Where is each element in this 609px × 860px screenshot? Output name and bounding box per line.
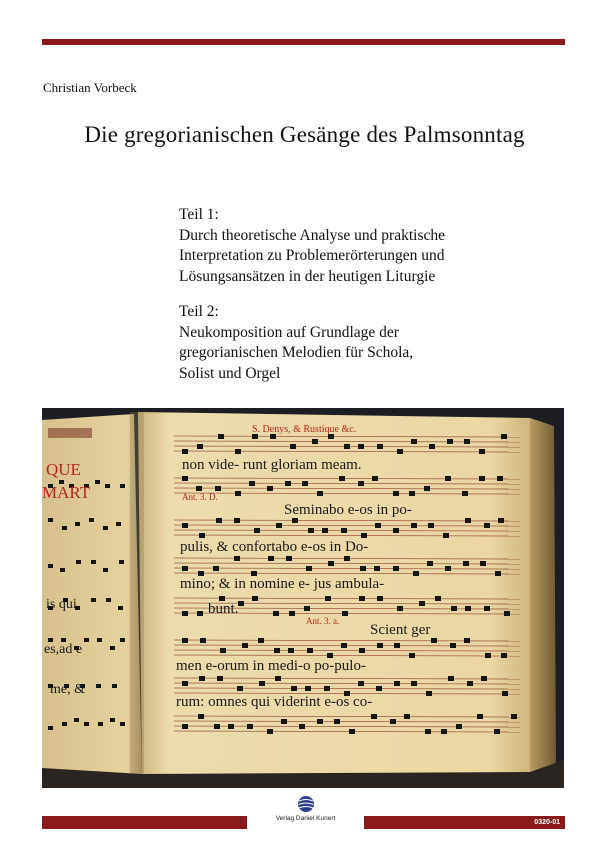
neume [479,476,485,481]
neume [308,528,314,533]
neume [62,526,67,530]
part-line: Interpretation zu Problemerörterungen und [179,247,445,264]
neume [289,611,295,616]
neume [306,566,312,571]
neume [312,439,318,444]
neume [397,449,403,454]
neume [511,714,517,719]
neume [220,648,226,653]
neume [182,523,188,528]
neume [447,439,453,444]
top-rule [42,39,565,45]
neume [76,560,81,564]
neume [247,724,253,729]
page-edges [530,418,556,780]
left-page-word: MART [42,483,91,502]
neume [254,528,260,533]
neume [409,491,415,496]
neume [112,684,117,688]
chant-line: Scient ger [370,622,431,638]
neume [299,724,305,729]
neume [60,568,65,572]
neume [358,481,364,486]
neume [463,561,469,566]
neume [182,476,188,481]
neume [390,719,396,724]
neume [268,556,274,561]
part-heading: Teil 1: [179,206,219,223]
neume [393,491,399,496]
neume [443,533,449,538]
publisher-globe-icon [296,795,316,813]
neume [292,518,298,523]
neume [62,722,67,726]
neume [89,518,94,522]
neume [372,476,378,481]
neume [413,571,419,576]
neume [214,724,220,729]
neume [200,638,206,643]
neume [359,596,365,601]
chant-line: men e-orum in medi-o po-pulo- [176,658,366,674]
neume [216,518,222,523]
catalog-number: 0320-01 [534,819,560,826]
part-2 [179,302,579,384]
neume [48,518,53,522]
neume [462,491,468,496]
neume [288,648,294,653]
neume [103,568,108,572]
neume [484,523,490,528]
publisher-name: Verlag Daniel Kunert [275,815,336,822]
neume [344,556,350,561]
neume [249,481,255,486]
neume [464,439,470,444]
neume [325,596,331,601]
neume [120,638,125,642]
neume [394,643,400,648]
neume [501,434,507,439]
neume [302,481,308,486]
neume [120,484,125,488]
part-1 [179,205,579,287]
neume [424,486,430,491]
neume [358,444,364,449]
left-page-word: me, & [50,682,85,697]
neume [182,681,188,686]
chant-book-illustration [42,408,564,788]
neume [182,611,188,616]
neume [504,611,510,616]
neume [465,606,471,611]
parts-description [179,205,579,399]
neume [234,556,240,561]
neume [322,528,328,533]
neume [419,601,425,606]
neume [105,484,110,488]
neume [494,729,500,734]
neume [317,719,323,724]
neume [393,566,399,571]
neume [394,681,400,686]
neume [304,606,310,611]
neume [441,729,447,734]
neume [435,596,441,601]
neume [182,566,188,571]
neume [485,653,491,658]
neume [281,719,287,724]
neume [116,522,121,526]
bottom-rule-left [42,816,247,829]
neume [393,528,399,533]
neume [404,714,410,719]
neume [238,601,244,606]
neume [286,556,292,561]
neume [275,676,281,681]
neume [197,444,203,449]
neume [97,638,102,642]
neume [290,444,296,449]
neume [285,481,291,486]
neume [273,611,279,616]
neume [235,491,241,496]
neume [445,476,451,481]
neume [344,444,350,449]
neume [448,676,454,681]
neume [349,729,355,734]
author-name: Christian Vorbeck [43,80,137,95]
neume [481,676,487,681]
chant-line: rum: omnes qui viderint e-os co- [176,694,373,710]
neume [98,722,103,726]
neume [339,476,345,481]
neume [431,638,437,643]
neume [276,523,282,528]
chant-line: non vide- runt gloriam meam. [182,457,362,473]
neume [317,491,323,496]
left-page-word: is qui [46,597,77,612]
neume [228,724,234,729]
neume [252,596,258,601]
neume [267,729,273,734]
neume [411,439,417,444]
neume [502,691,508,696]
neume [375,523,381,528]
neume [479,449,485,454]
neume [341,528,347,533]
neume [199,676,205,681]
neume [235,449,241,454]
left-page-word: QUE [46,460,81,479]
antiphon-label: Ant. 3. a. [306,616,340,626]
neume [199,533,205,538]
neume [377,596,383,601]
neume [359,648,365,653]
publisher-block [250,795,361,822]
neume [198,714,204,719]
neume [242,643,248,648]
part-line: gregorianischen Melodien für Schola, [179,344,414,361]
chant-book-photo [42,408,564,788]
neume [291,686,297,691]
neume [48,726,53,730]
neume [361,533,367,538]
part-heading: Teil 2: [179,303,219,320]
neume [465,518,471,523]
neume [360,566,366,571]
neume [267,486,273,491]
neume [427,561,433,566]
neume [411,681,417,686]
part-line: Neukomposition auf Grundlage der [179,323,399,341]
neume [495,571,501,576]
neume [324,686,330,691]
neume [119,560,124,564]
neume [477,714,483,719]
chant-line: Seminabo e-os in po- [284,502,412,518]
neume [120,722,125,726]
part-line: Solist und Orgel [179,364,281,382]
neume [307,648,313,653]
neume [328,561,334,566]
neume [217,676,223,681]
antiphon-label: Ant. 3. D. [182,492,218,502]
neume [377,444,383,449]
neume [84,722,89,726]
page-header: S. Denys, & Rustique &c. [252,424,357,435]
neume [429,444,435,449]
left-page-word: es,ad e [44,642,83,657]
chant-line: pulis, & confortabo e-os in Do- [180,539,369,555]
neume [74,718,79,722]
neume [213,566,219,571]
neume [456,724,462,729]
neume [305,686,311,691]
neume [96,684,101,688]
neume [376,686,382,691]
neume [341,643,347,648]
neume [497,476,503,481]
neume [334,719,340,724]
part-line: Lösungsansätzen in der heutigen Liturgie [179,267,436,285]
neume [451,606,457,611]
neume [467,681,473,686]
neume [182,638,188,643]
neume [118,606,123,610]
neume [409,653,415,658]
neume [218,434,224,439]
neume [75,522,80,526]
neume [426,691,432,696]
neume [374,566,380,571]
neume [237,686,243,691]
chant-line: mino; & in nomine e- jus ambula- [180,576,385,592]
chant-line: bunt. [208,601,239,617]
neume [425,729,431,734]
neume [91,560,96,564]
neume [259,681,265,686]
neume [103,526,108,530]
neume [411,523,417,528]
neume [106,598,111,602]
neume [464,638,470,643]
neume [428,523,434,528]
neume [484,606,490,611]
book-title: Die gregorianischen Gesänge des Palmsonntag [84,122,525,147]
neume [342,611,348,616]
part-line: Durch theoretische Analyse und praktische [179,226,445,244]
neume [258,638,264,643]
neume [445,566,451,571]
neume [498,518,504,523]
neume [450,643,456,648]
neume [110,646,115,650]
neume [397,606,403,611]
neume [501,653,507,658]
neume [110,718,115,722]
neume [371,714,377,719]
neume [197,611,203,616]
neume [182,449,188,454]
neume [234,518,240,523]
neume [84,638,89,642]
neume [95,480,100,484]
neume [196,486,202,491]
neume [91,598,96,602]
neume [48,564,53,568]
neume [377,643,383,648]
neume [274,648,280,653]
neume [358,681,364,686]
neume [480,561,486,566]
neume [182,724,188,729]
neume [215,486,221,491]
